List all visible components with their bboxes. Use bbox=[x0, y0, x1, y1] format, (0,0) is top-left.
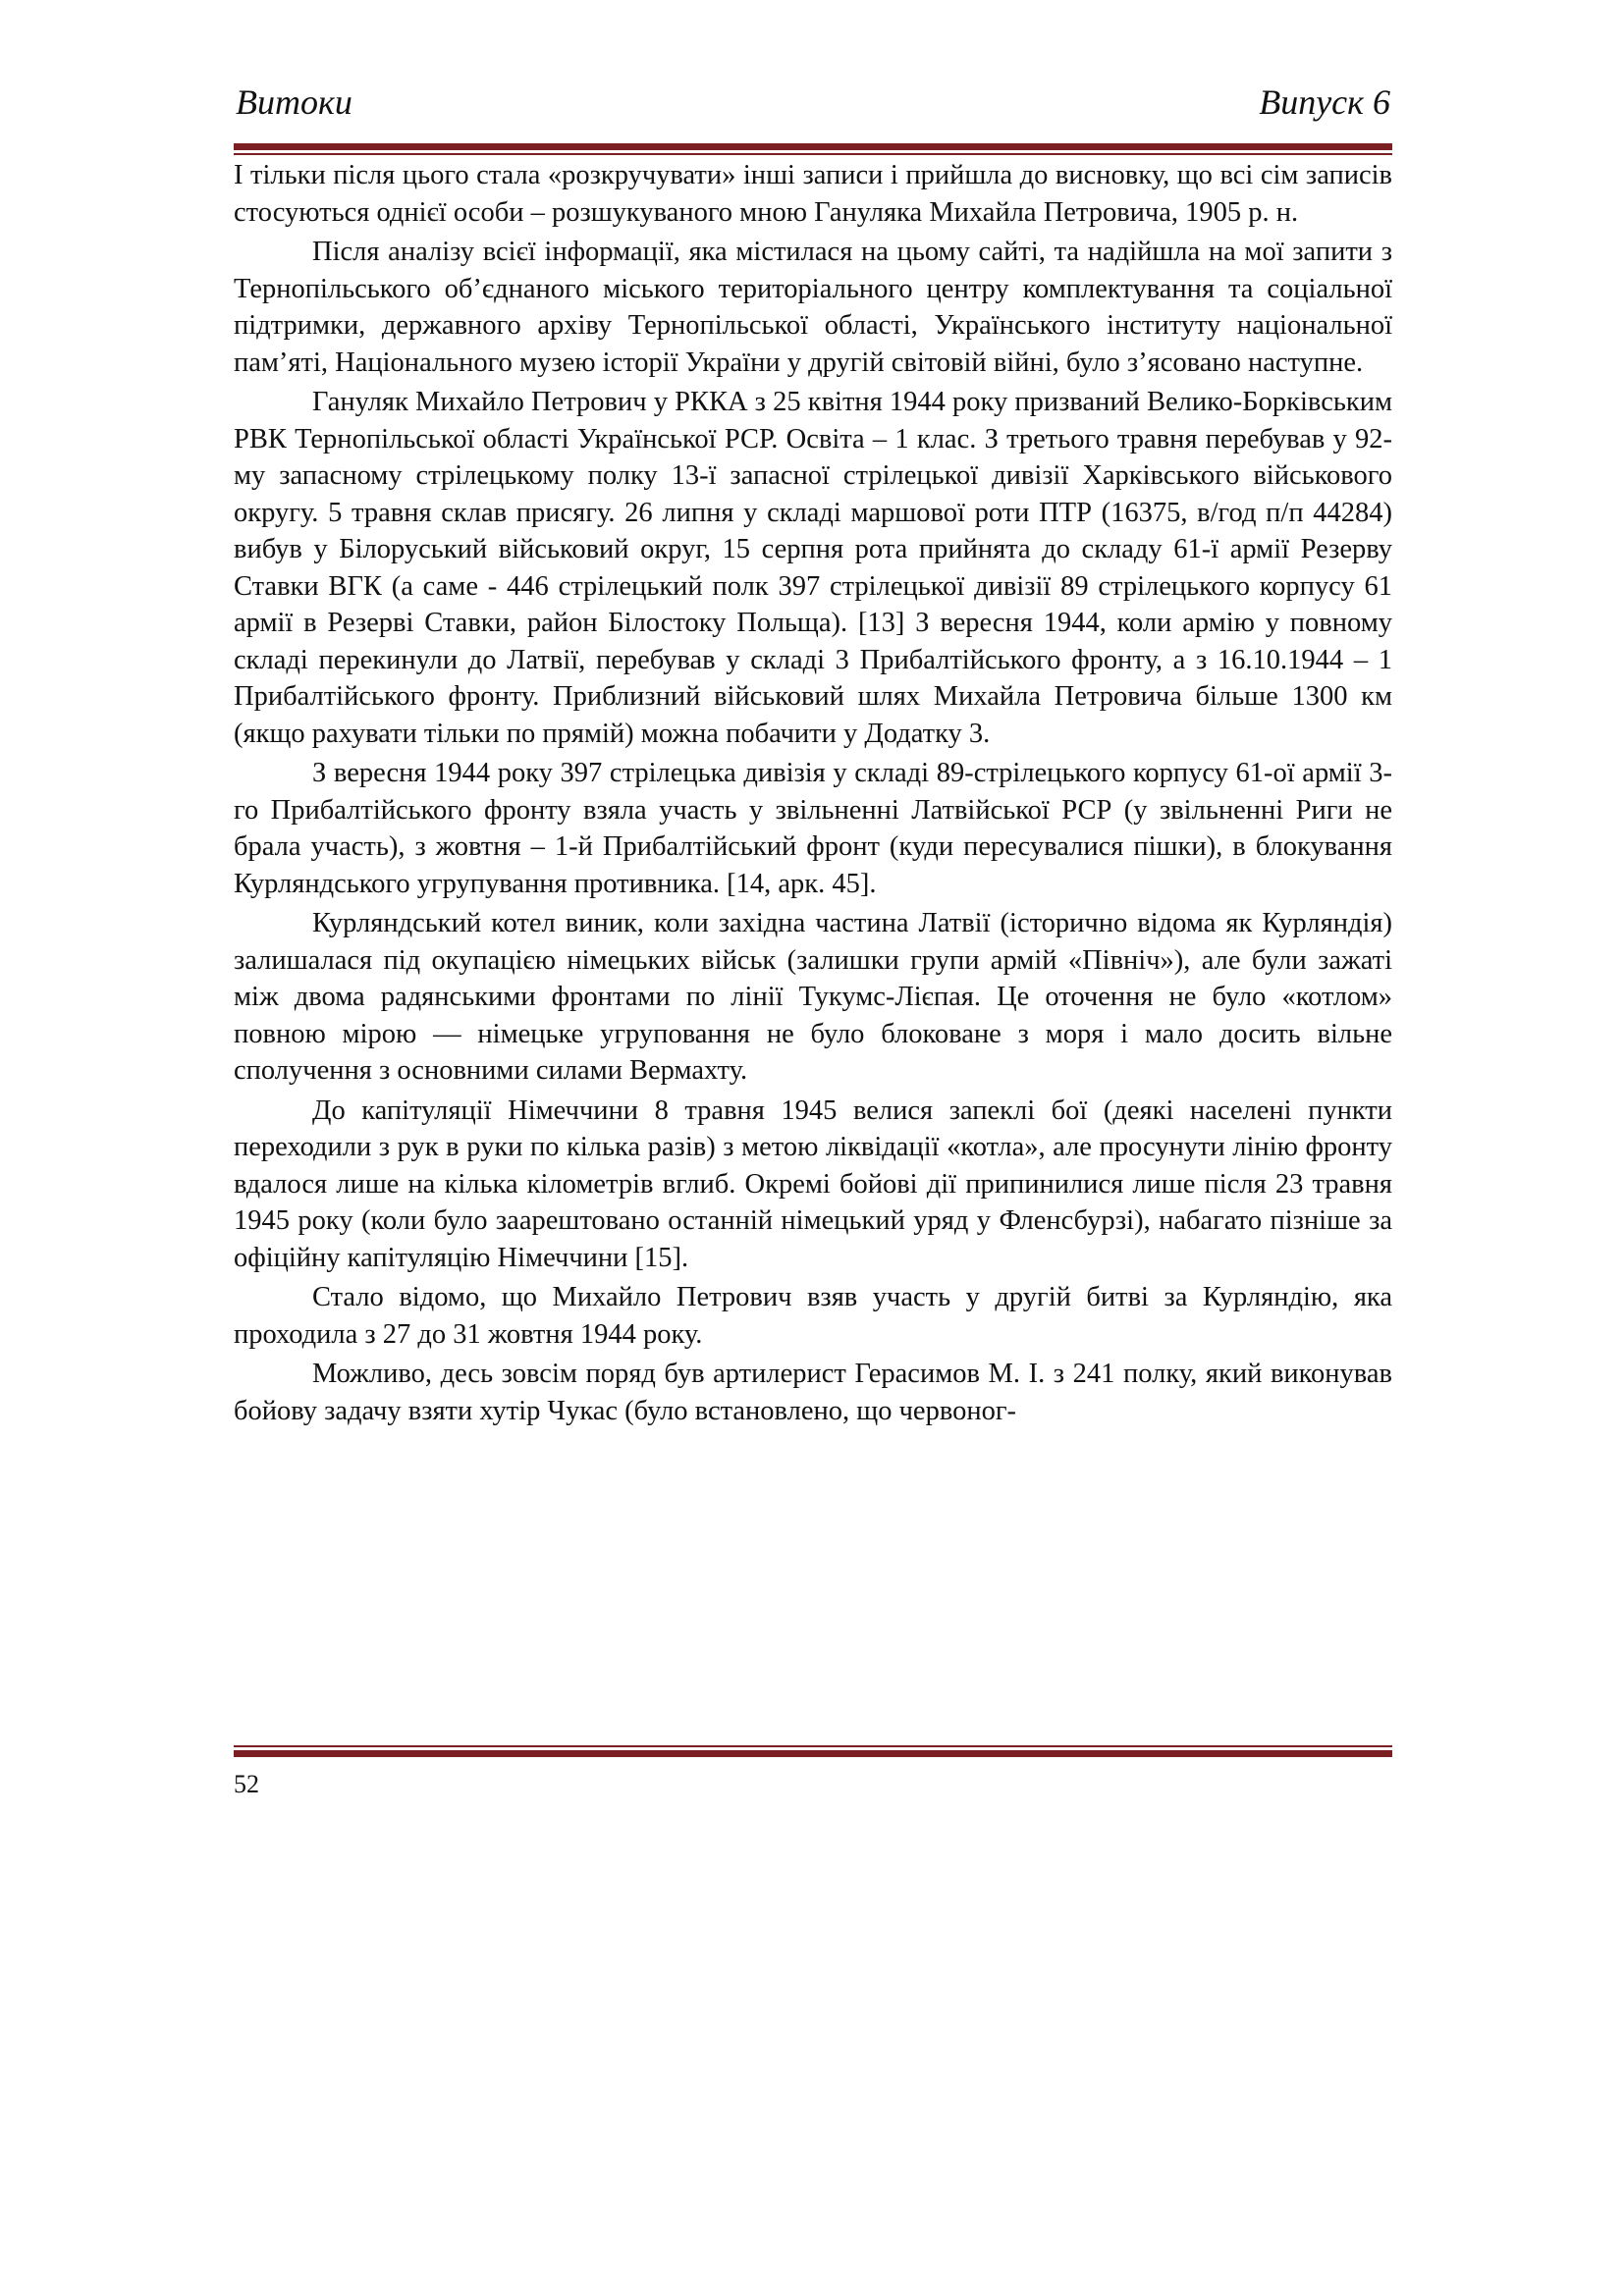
issue-number: Випуск 6 bbox=[1259, 82, 1390, 122]
header-rule bbox=[234, 143, 1392, 155]
paragraph: Після аналізу всієї інформації, яка містилася на цьому сайті, та надійшла на мої запити з Тернопільського об’єднаного міського територіального центру комплектування та соціальної підтримки, державного архіву Тернопільської області, Українського інституту національної пам’яті, Національного музею історії України у другій світовій війні, було з’ясовано наступне. bbox=[234, 237, 1392, 378]
paragraph: До капітуляції Німеччини 8 травня 1945 велися запеклі бої (деякі населені пункти переходили з рук в руки по кілька разів) з метою ліквідації «котла», але просунути лінію фронту вдалося лише на кілька кілометрів вглиб. Окремі бойові дії припинилися лише після 23 травня 1945 року (коли було заарештовано останній німецький уряд у Фленсбурзі), набагато пізніше за офіційну капітуляцію Німеччини [15]. bbox=[234, 1095, 1392, 1273]
paragraph: І тільки після цього стала «розкручувати» інші записи і прийшла до висновку, що всі сім записів стосуються однієї особи – розшукуваного мною Гануляка Михайла Петровича, 1905 р. н. bbox=[234, 160, 1392, 228]
running-header bbox=[234, 77, 1390, 128]
paragraph: Стало відомо, що Михайло Петрович взяв участь у другій битві за Курляндію, яка проходила з 27 до 31 жовтня 1944 року. bbox=[234, 1282, 1392, 1350]
page-number: 52 bbox=[234, 1770, 259, 1798]
paragraph: Курляндський котел виник, коли західна частина Латвії (історично відома як Курляндія) залишалася під окупацією німецьких військ (залишки групи армій «Північ»), але були зажаті між двома радянськими фронтами по лінії Тукумс-Лієпая. Це оточення не було «котлом» повною мірою — німецьке угруповання не було блоковане з моря і мало досить вільне сполучення з основними силами Вермахту. bbox=[234, 908, 1392, 1086]
paragraph: Гануляк Михайло Петрович у РККА з 25 квітня 1944 року призваний Велико-Борківським РВК Тернопільської області Української РСР. Освіта – 1 клас. З третього травня перебував у 92-му запасному стрілецькому полку 13-ї запасної стрілецької дивізії Харківського військового округу. 5 травня склав присягу. 26 липня у складі маршової роти ПТР (16375, в/год п/п 44284) вибув у Білоруський військовий округ, 15 серпня рота прийнята до складу 61-ї армії Резерву Ставки ВГК (а саме - 446 стрілецький полк 397 стрілецької дивізії 89 стрілецького корпусу 61 армії в Резерві Ставки, район Білостоку Польща). [13] З вересня 1944, коли армію у повному складі перекинули до Латвії, перебував у складі 3 Прибалтійського фронту, а з 16.10.1944 – 1 Прибалтійського фронту. Приблизний військовий шлях Михайла Петровича більше 1300 км (якщо рахувати тільки по прямій) можна побачити у Додатку 3. bbox=[234, 387, 1392, 749]
journal-title: Витоки bbox=[236, 82, 352, 122]
paragraph: З вересня 1944 року 397 стрілецька дивізія у складі 89-стрілецького корпусу 61-ої армії 3-го Прибалтійського фронту взяла участь у звільненні Латвійської РСР (у звільненні Риги не брала участь), з жовтня – 1-й Прибалтійський фронт (куди пересувалися пішки), в блокування Курляндського угрупування противника. [14, арк. 45]. bbox=[234, 758, 1392, 899]
paragraph: Можливо, десь зовсім поряд був артилерист Герасимов М. І. з 241 полку, який виконував бойову задачу взяти хутір Чукас (було встановлено, що червоног- bbox=[234, 1359, 1392, 1426]
article-body bbox=[234, 157, 1392, 1432]
footer-rule bbox=[234, 1745, 1392, 1757]
